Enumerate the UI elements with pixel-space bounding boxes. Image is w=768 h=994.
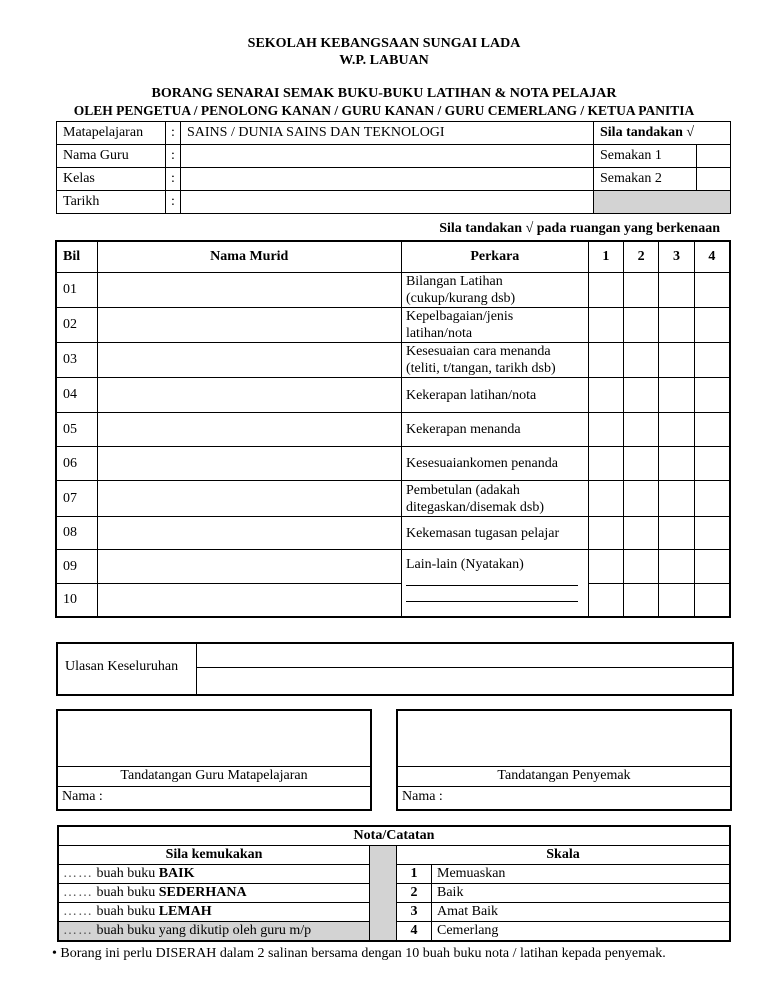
check-1-box[interactable]: [697, 145, 731, 168]
score-cell[interactable]: [624, 517, 659, 550]
submit-header: Sila kemukakan: [58, 846, 370, 865]
score-cell[interactable]: [659, 308, 694, 343]
footer-text: Borang ini perlu DISERAH dalam 2 salinan bersama dengan 10 buah buku nota / latihan kepada penyemak.: [60, 946, 666, 961]
checker-signature-label: Tandatangan Penyemak: [497, 768, 631, 783]
score-cell[interactable]: [588, 481, 623, 517]
perkara-text: Bilangan Latihan: [405, 274, 503, 289]
score-cell[interactable]: [588, 378, 623, 413]
score-cell[interactable]: [659, 447, 694, 481]
score-cell[interactable]: [694, 517, 730, 550]
score-cell[interactable]: [588, 273, 623, 308]
fill-line[interactable]: [406, 586, 578, 602]
colon: :: [166, 191, 181, 214]
bil-cell: 10: [56, 584, 97, 617]
score-cell[interactable]: [659, 584, 694, 617]
student-name-cell[interactable]: [97, 308, 401, 343]
checklist-table: [55, 240, 731, 618]
bil-cell: 02: [56, 308, 97, 343]
checker-signature-area[interactable]: [398, 711, 730, 766]
scale-label: Amat Baik: [432, 903, 731, 922]
perkara-text: (cukup/kurang dsb): [405, 291, 516, 306]
comment-line[interactable]: [196, 667, 732, 668]
check-1-label: Semakan 1: [594, 145, 697, 168]
score-cell[interactable]: [659, 378, 694, 413]
school-location: W.P. LABUAN: [339, 53, 429, 68]
header-c2: 2: [624, 241, 659, 273]
header-c4: 4: [694, 241, 730, 273]
perkara-cell: [401, 481, 588, 517]
dots: ……: [63, 904, 93, 919]
perkara-text: ditegaskan/disemak dsb): [405, 499, 544, 515]
teacher-signature-label: Tandatangan Guru Matapelajaran: [120, 768, 308, 783]
divider: [58, 766, 370, 767]
perkara-text: Kepelbagaian/jenis: [405, 309, 514, 324]
school-name: SEKOLAH KEBANGSAAN SUNGAI LADA: [247, 36, 521, 51]
bullet-icon: •: [52, 946, 57, 961]
scale-label: Memuaskan: [432, 865, 731, 884]
header-c1: 1: [588, 241, 623, 273]
perkara-cell: Kekemasan tugasan pelajar: [401, 517, 588, 550]
perkara-cell: [401, 308, 588, 343]
teacher-name-label: Nama :: [62, 789, 103, 804]
student-name-cell[interactable]: [97, 273, 401, 308]
score-cell[interactable]: [694, 378, 730, 413]
divider: [398, 786, 730, 787]
class-label: Kelas: [57, 168, 166, 191]
score-cell[interactable]: [624, 343, 659, 378]
teacher-signature-area[interactable]: [58, 711, 370, 766]
check-2-label: Semakan 2: [594, 168, 697, 191]
score-cell[interactable]: [694, 308, 730, 343]
teacher-label: Nama Guru: [57, 145, 166, 168]
score-cell[interactable]: [659, 273, 694, 308]
fill-line[interactable]: [406, 573, 578, 586]
perkara-cell: Kekerapan menanda: [401, 413, 588, 447]
perkara-text: Lain-lain (Nyatakan): [405, 557, 524, 572]
item-bold: BAIK: [158, 866, 195, 881]
form-subtitle: OLEH PENGETUA / PENOLONG KANAN / GURU KANAN / GURU CEMERLANG / KETUA PANITIA: [73, 103, 695, 118]
score-cell[interactable]: [624, 308, 659, 343]
divider: [196, 644, 197, 694]
score-cell[interactable]: [624, 273, 659, 308]
colon: :: [166, 168, 181, 191]
bil-cell: 09: [56, 550, 97, 584]
score-cell[interactable]: [588, 343, 623, 378]
notes-title: Nota/Catatan: [58, 826, 730, 846]
scale-number: 2: [397, 884, 432, 903]
score-cell[interactable]: [588, 413, 623, 447]
score-cell[interactable]: [694, 413, 730, 447]
student-name-cell[interactable]: [97, 481, 401, 517]
score-cell[interactable]: [694, 584, 730, 617]
score-cell[interactable]: [588, 517, 623, 550]
student-name-cell[interactable]: [97, 378, 401, 413]
bil-cell: 04: [56, 378, 97, 413]
check-header: Sila tandakan √: [594, 122, 731, 145]
scale-number: 4: [397, 922, 432, 942]
score-cell[interactable]: [659, 481, 694, 517]
notes-table: [57, 825, 731, 942]
perkara-text: latihan/nota: [405, 326, 473, 341]
class-field[interactable]: [181, 168, 594, 191]
scale-label: Baik: [432, 884, 731, 903]
perkara-cell: [401, 273, 588, 308]
header-perkara: Perkara: [401, 241, 588, 273]
header-c3: 3: [659, 241, 694, 273]
checker-signature-box: [396, 709, 732, 811]
subject-value[interactable]: SAINS / DUNIA SAINS DAN TEKNOLOGI: [181, 122, 594, 145]
perkara-cell: Kekerapan latihan/nota: [401, 378, 588, 413]
perkara-cell: [401, 343, 588, 378]
divider: [58, 786, 370, 787]
score-cell[interactable]: [624, 481, 659, 517]
student-name-cell[interactable]: [97, 413, 401, 447]
item-text: buah buku: [96, 866, 156, 881]
instruction: Sila tandakan √ pada ruangan yang berkenaan: [439, 221, 720, 236]
score-cell[interactable]: [624, 550, 659, 584]
score-cell[interactable]: [659, 517, 694, 550]
shaded-divider: [370, 846, 397, 942]
date-label: Tarikh: [57, 191, 166, 214]
shaded-cell: [594, 191, 731, 214]
item-bold: LEMAH: [158, 904, 212, 919]
score-cell[interactable]: [659, 550, 694, 584]
item-text: buah buku yang dikutip oleh guru m/p: [96, 923, 312, 938]
checker-name-label: Nama :: [402, 789, 443, 804]
score-cell[interactable]: [624, 378, 659, 413]
score-cell[interactable]: [694, 550, 730, 584]
scale-number: 3: [397, 903, 432, 922]
perkara-text: Kesesuaian cara menanda: [405, 344, 551, 359]
score-cell[interactable]: [588, 447, 623, 481]
score-cell[interactable]: [694, 481, 730, 517]
perkara-text: (teliti, t/tangan, tarikh dsb): [405, 361, 556, 376]
header-name: Nama Murid: [97, 241, 401, 273]
info-table: [56, 121, 731, 214]
score-cell[interactable]: [659, 413, 694, 447]
perkara-cell: Kesesuaiankomen penanda: [401, 447, 588, 481]
score-cell[interactable]: [588, 584, 623, 617]
divider: [398, 766, 730, 767]
teacher-signature-box: [56, 709, 372, 811]
student-name-cell[interactable]: [97, 517, 401, 550]
student-name-cell[interactable]: [97, 447, 401, 481]
footer-note: [52, 946, 666, 962]
date-field[interactable]: [181, 191, 594, 214]
item-text: buah buku: [96, 904, 156, 919]
score-cell[interactable]: [588, 308, 623, 343]
bil-cell: 06: [56, 447, 97, 481]
bil-cell: 01: [56, 273, 97, 308]
overall-comment-label: Ulasan Keseluruhan: [65, 659, 179, 674]
submit-item[interactable]: [58, 922, 370, 942]
score-cell[interactable]: [624, 413, 659, 447]
dots: ……: [63, 885, 93, 900]
bil-cell: 08: [56, 517, 97, 550]
score-cell[interactable]: [659, 343, 694, 378]
score-cell[interactable]: [694, 273, 730, 308]
subject-label: Matapelajaran: [57, 122, 166, 145]
check-2-box[interactable]: [697, 168, 731, 191]
submit-item[interactable]: [58, 903, 370, 922]
submit-item[interactable]: [58, 884, 370, 903]
bil-cell: 03: [56, 343, 97, 378]
score-cell[interactable]: [624, 584, 659, 617]
score-cell[interactable]: [694, 447, 730, 481]
teacher-field[interactable]: [181, 145, 594, 168]
perkara-cell: [401, 550, 588, 617]
scale-header: Skala: [397, 846, 731, 865]
student-name-cell[interactable]: [97, 584, 401, 617]
item-bold: SEDERHANA: [158, 885, 247, 900]
submit-item[interactable]: [58, 865, 370, 884]
dots: ……: [63, 923, 93, 938]
bil-cell: 07: [56, 481, 97, 517]
student-name-cell[interactable]: [97, 343, 401, 378]
colon: :: [166, 122, 181, 145]
item-text: buah buku: [96, 885, 156, 900]
score-cell[interactable]: [694, 343, 730, 378]
overall-comment-box: [56, 642, 734, 696]
form-title: BORANG SENARAI SEMAK BUKU-BUKU LATIHAN & NOTA PELAJAR: [151, 86, 617, 101]
colon: :: [166, 145, 181, 168]
score-cell[interactable]: [624, 447, 659, 481]
header-bil: Bil: [56, 241, 97, 273]
scale-number: 1: [397, 865, 432, 884]
perkara-text: Pembetulan (adakah: [405, 482, 520, 498]
score-cell[interactable]: [588, 550, 623, 584]
bil-cell: 05: [56, 413, 97, 447]
scale-label: Cemerlang: [432, 922, 731, 942]
student-name-cell[interactable]: [97, 550, 401, 584]
dots: ……: [63, 866, 93, 881]
